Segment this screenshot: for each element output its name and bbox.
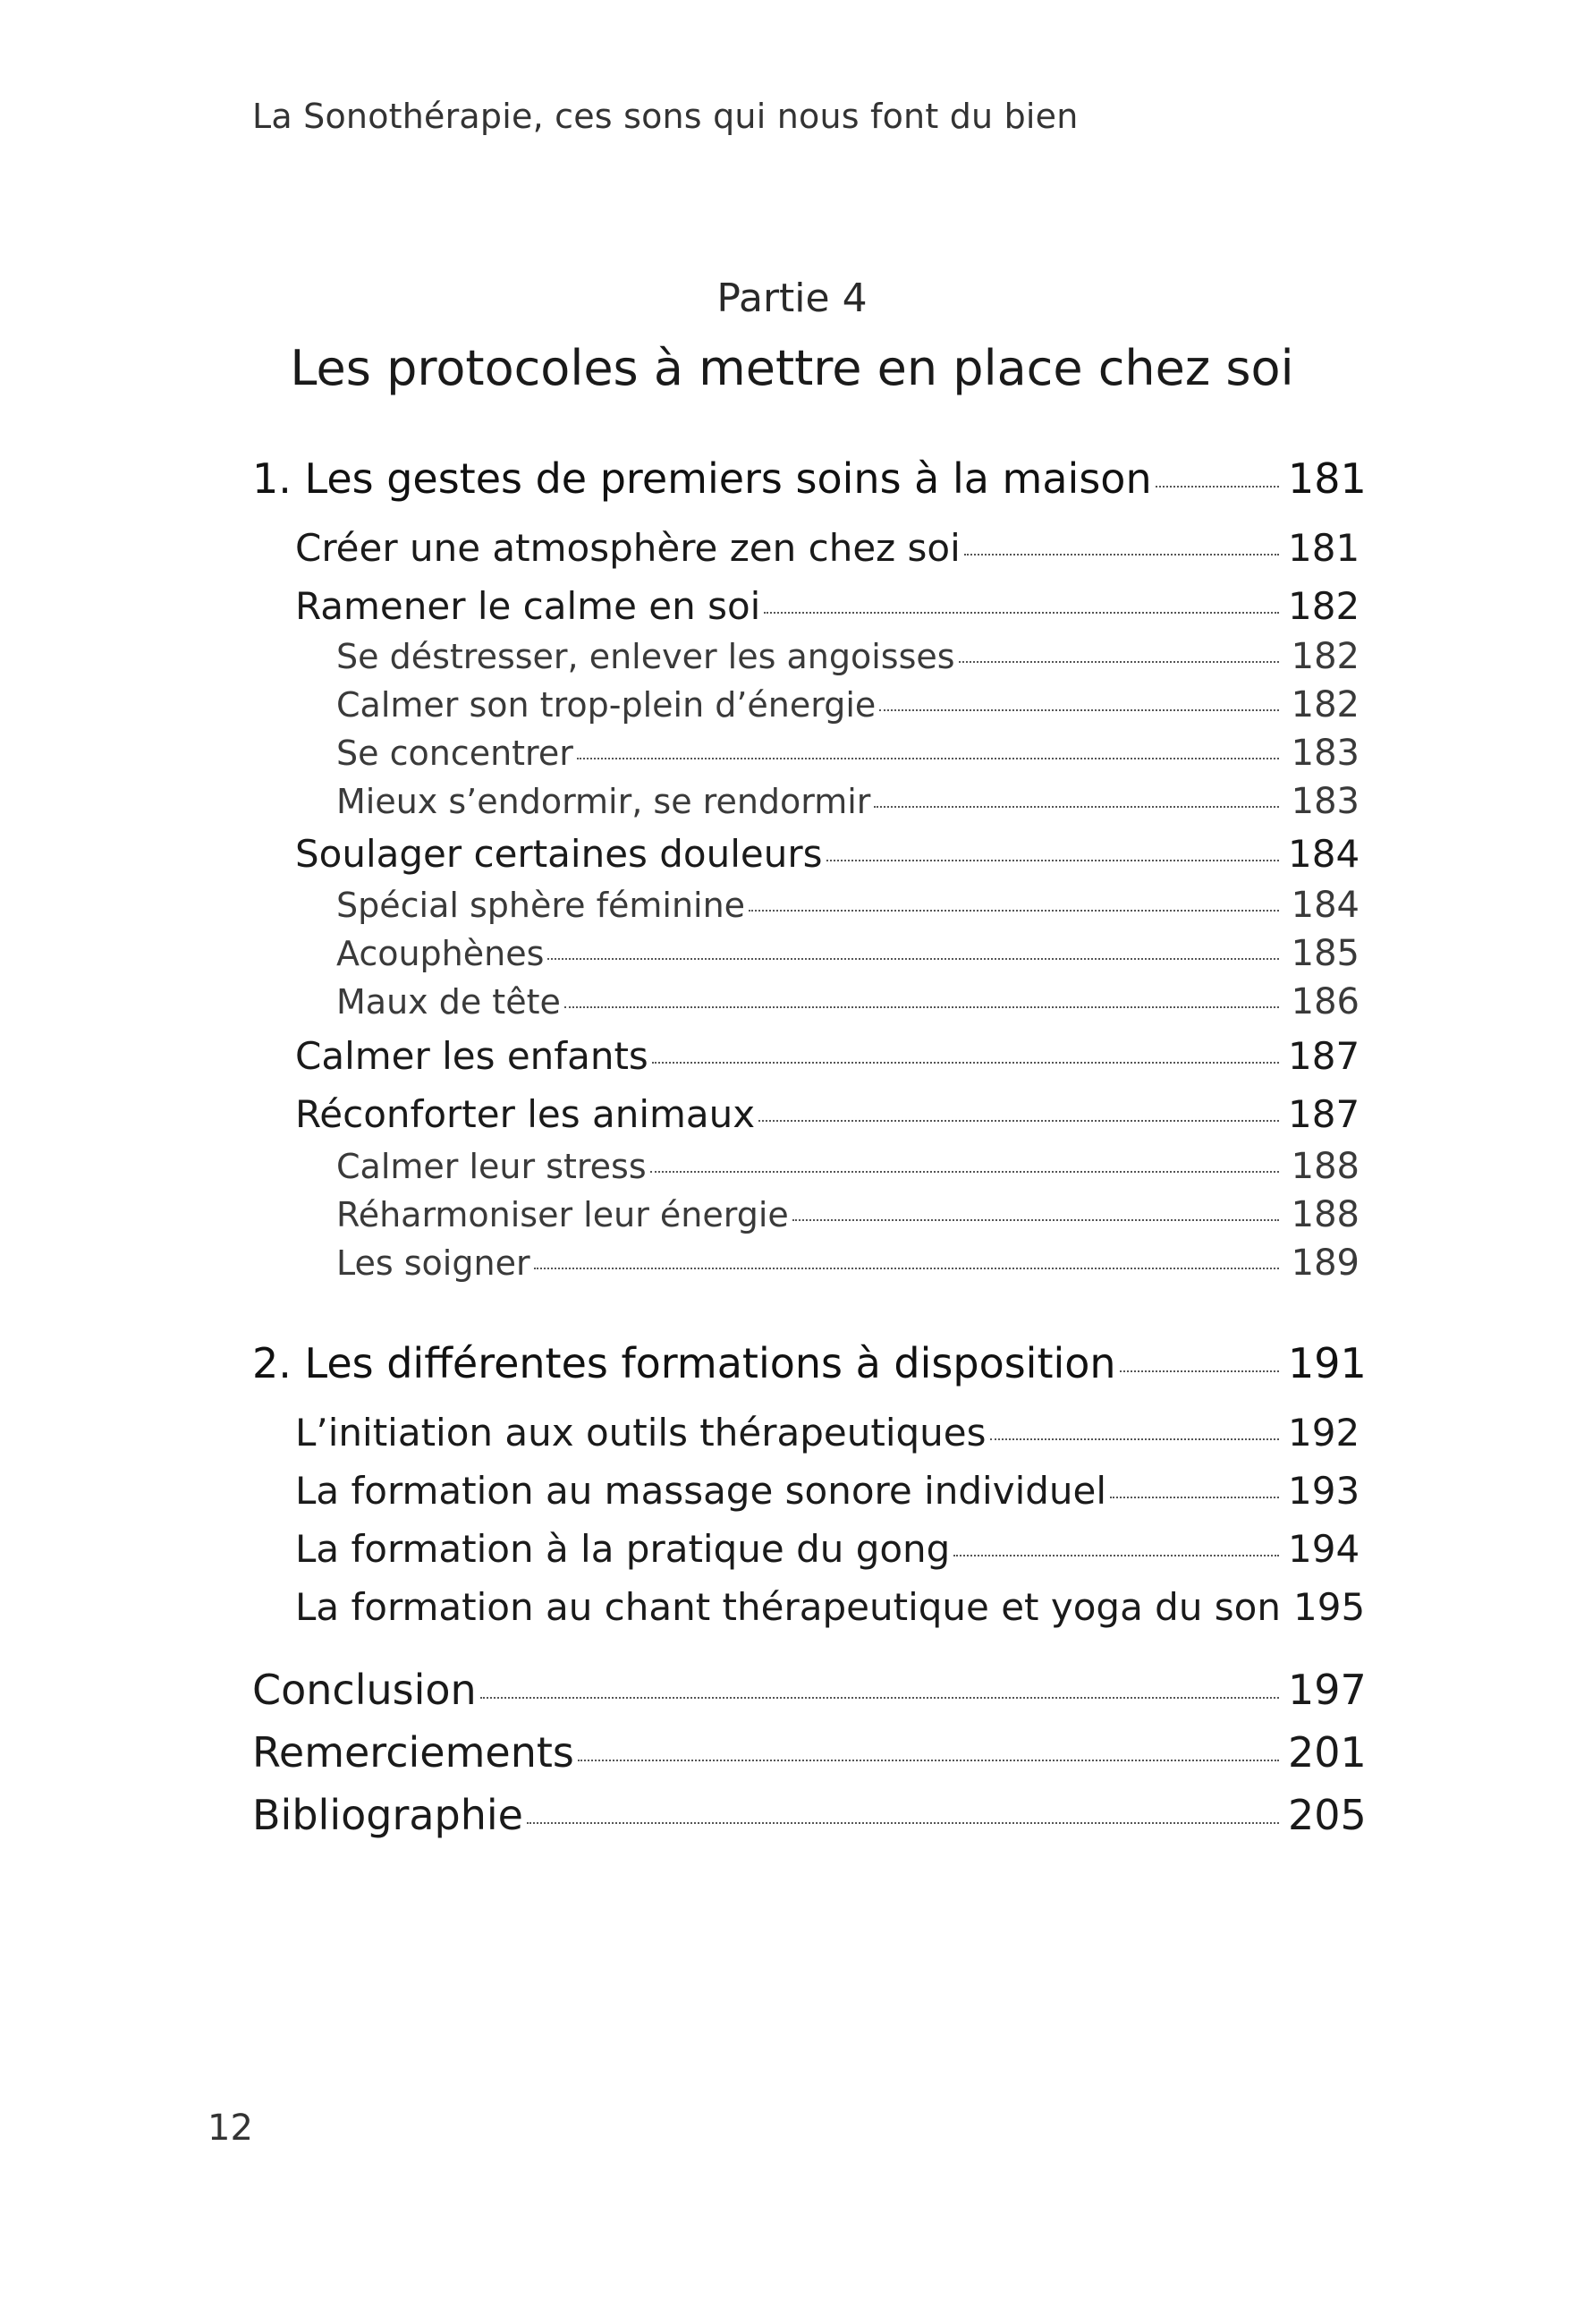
toc-entry-label: Calmer les enfants <box>295 1034 648 1078</box>
toc-dot-leader <box>564 1006 1279 1008</box>
toc-entry-page: 187 <box>1288 1034 1360 1078</box>
toc-entry-page: 194 <box>1288 1527 1360 1571</box>
running-header: La Sonothérapie, ces sons qui nous font du bien <box>252 97 1079 136</box>
toc-dot-leader <box>953 1555 1279 1556</box>
toc-entry <box>295 1411 1360 1455</box>
toc-subentry-page: 186 <box>1291 981 1360 1022</box>
toc-dot-leader <box>547 958 1279 960</box>
toc-subentry <box>336 981 1360 1022</box>
page-number: 12 <box>208 2108 253 2149</box>
toc-entry-page: 182 <box>1288 584 1360 628</box>
toc-dot-leader <box>1156 486 1279 488</box>
toc-dot-leader <box>534 1268 1279 1269</box>
toc-subentry-label: Maux de tête <box>336 982 561 1022</box>
toc-subentry <box>336 636 1360 677</box>
toc-dot-leader <box>764 612 1279 614</box>
toc-subentry-label: Se déstresser, enlever les angoisses <box>336 637 955 676</box>
part-label: Partie 4 <box>716 276 868 321</box>
toc-entry-page: 181 <box>1288 526 1360 570</box>
toc-entry-page: 191 <box>1288 1339 1367 1387</box>
toc-subentry-label: Calmer son trop-plein d’énergie <box>336 685 877 725</box>
toc-entry-label: 2. Les différentes formations à disposition <box>252 1339 1116 1387</box>
toc-entry <box>295 832 1360 876</box>
toc-dot-leader <box>964 554 1279 556</box>
toc-subentry-page: 188 <box>1291 1146 1360 1187</box>
toc-subentry-page: 189 <box>1291 1243 1360 1284</box>
toc-entry-section-2 <box>252 1339 1367 1387</box>
toc-entry-page: 197 <box>1288 1666 1367 1714</box>
toc-dot-leader <box>1120 1370 1279 1372</box>
toc-dot-leader <box>990 1438 1280 1440</box>
toc-subentry-page: 184 <box>1291 885 1360 926</box>
toc-dot-leader <box>527 1822 1279 1824</box>
toc-entry <box>295 1527 1360 1571</box>
toc-subentry-label: Mieux s’endormir, se rendormir <box>336 782 871 821</box>
toc-subentry-label: Se concentrer <box>336 734 573 773</box>
toc-entry-page: 192 <box>1288 1411 1360 1455</box>
toc-entry-page: 195 <box>1293 1585 1366 1629</box>
toc-dot-leader <box>650 1171 1279 1173</box>
toc-subentry-page: 182 <box>1291 684 1360 725</box>
toc-subentry <box>336 733 1360 774</box>
toc-dot-leader <box>1110 1497 1279 1498</box>
toc-entry-section-1 <box>252 454 1367 503</box>
toc-entry-label: Bibliographie <box>252 1791 523 1839</box>
toc-dot-leader <box>758 1120 1279 1122</box>
toc-subentry <box>336 933 1360 974</box>
toc-entry-page: 201 <box>1288 1728 1367 1777</box>
toc-dot-leader <box>874 806 1279 808</box>
toc-entry-label: Réconforter les animaux <box>295 1092 756 1136</box>
toc-entry-label: L’initiation aux outils thérapeutiques <box>295 1411 987 1455</box>
toc-dot-leader <box>480 1697 1279 1699</box>
toc-dot-leader <box>652 1062 1279 1064</box>
toc-subentry <box>336 1146 1360 1187</box>
toc-subentry <box>336 781 1360 822</box>
toc-subentry <box>336 1243 1360 1284</box>
toc-entry-label: La formation à la pratique du gong <box>295 1527 951 1571</box>
toc-dot-leader <box>749 910 1279 912</box>
toc-entry <box>295 1034 1360 1078</box>
toc-entry-label: 1. Les gestes de premiers soins à la maison <box>252 454 1152 503</box>
toc-entry-label: Soulager certaines douleurs <box>295 832 823 876</box>
toc-subentry-label: Calmer leur stress <box>336 1147 647 1186</box>
toc-subentry <box>336 684 1360 725</box>
toc-subentry-page: 188 <box>1291 1194 1360 1235</box>
toc-entry <box>295 526 1360 570</box>
toc-entry-label: Conclusion <box>252 1666 477 1714</box>
toc-subentry-label: Les soigner <box>336 1243 530 1283</box>
toc-dot-leader <box>578 1760 1279 1761</box>
toc-subentry <box>336 885 1360 926</box>
toc-entry-page: 193 <box>1288 1469 1360 1513</box>
toc-entry-label: La formation au chant thérapeutique et yoga du son <box>295 1585 1281 1629</box>
toc-entry-bibliographie <box>252 1791 1367 1839</box>
toc-entry-page: 187 <box>1288 1092 1360 1136</box>
toc-dot-leader <box>577 758 1279 759</box>
part-title: Les protocoles à mettre en place chez soi <box>290 340 1294 396</box>
toc-entry <box>295 1469 1360 1513</box>
toc-dot-leader <box>826 860 1279 861</box>
toc-entry <box>295 1585 1366 1629</box>
toc-entry-conclusion <box>252 1666 1367 1714</box>
toc-entry-label: Ramener le calme en soi <box>295 584 761 628</box>
toc-subentry-label: Spécial sphère féminine <box>336 886 746 925</box>
toc-entry-label: Créer une atmosphère zen chez soi <box>295 526 961 570</box>
toc-entry <box>295 584 1360 628</box>
toc-entry <box>295 1092 1360 1136</box>
toc-dot-leader <box>879 709 1279 711</box>
toc-entry-label: La formation au massage sonore individuel <box>295 1469 1107 1513</box>
toc-entry-label: Remerciements <box>252 1728 574 1777</box>
toc-subentry <box>336 1194 1360 1235</box>
toc-entry-page: 181 <box>1288 454 1367 503</box>
toc-entry-remerciements <box>252 1728 1367 1777</box>
toc-dot-leader <box>959 661 1279 663</box>
toc-subentry-page: 182 <box>1291 636 1360 677</box>
toc-subentry-label: Réharmoniser leur énergie <box>336 1195 789 1234</box>
toc-dot-leader <box>792 1219 1279 1221</box>
toc-subentry-page: 183 <box>1291 781 1360 822</box>
toc-subentry-label: Acouphènes <box>336 934 545 973</box>
toc-subentry-page: 185 <box>1291 933 1360 974</box>
toc-entry-page: 184 <box>1288 832 1360 876</box>
toc-entry-page: 205 <box>1288 1791 1367 1839</box>
toc-subentry-page: 183 <box>1291 733 1360 774</box>
